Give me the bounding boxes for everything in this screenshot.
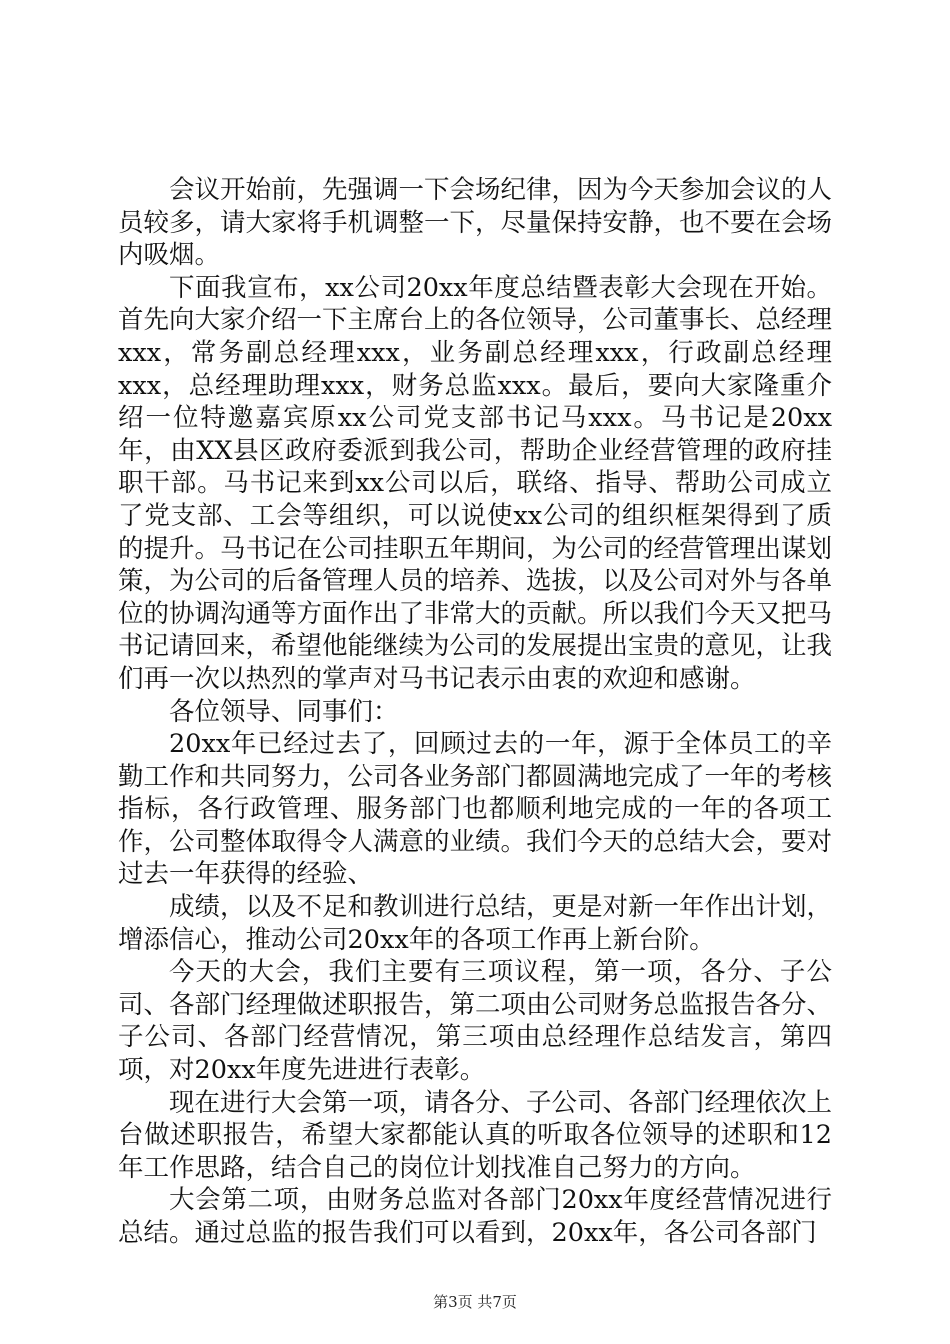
paragraph-8: 大会第二项，由财务总监对各部门20xx年度经营情况进行总结。通过总监的报告我们可以看到，20xx年，各公司各部门 bbox=[118, 1185, 832, 1248]
paragraph-5: 成绩，以及不足和教训进行总结，更是对新一年作出计划，增添信心，推动公司20xx年的各项工作再上新台阶。 bbox=[118, 892, 833, 955]
page-number-footer: 第3页 共7页 bbox=[433, 1293, 517, 1311]
paragraph-6: 今天的大会，我们主要有三项议程，第一项，各分、子公司、各部门经理做述职报告，第二项由公司财务总监报告各分、子公司、各部门经营情况，第三项由总经理作总结发言，第四项，对20xx年度先进进行表彰。 bbox=[118, 957, 833, 1086]
paragraph-1: 会议开始前，先强调一下会场纪律，因为今天参加会议的人员较多，请大家将手机调整一下，尽量保持安静，也不要在会场内吸烟。 bbox=[118, 175, 833, 271]
document-body bbox=[118, 174, 832, 1250]
paragraph-7: 现在进行大会第一项，请各分、子公司、各部门经理依次上台做述职报告，希望大家都能认真的听取各位领导的述职和12年工作思路，结合自己的岗位计划找准自己努力的方向。 bbox=[118, 1087, 833, 1183]
paragraph-4: 20xx年已经过去了，回顾过去的一年，源于全体员工的辛勤工作和共同努力，公司各业务部门都圆满地完成了一年的考核指标，各行政管理、服务部门也都顺利地完成的一年的各项工作，公司整体取得令人满意的业绩。我们今天的总结大会，要对过去一年获得的经验、 bbox=[118, 729, 833, 890]
paragraph-2: 下面我宣布，xx公司20xx年度总结暨表彰大会现在开始。首先向大家介绍一下主席台上的各位领导，公司董事长、总经理xxx，常务副总经理xxx，业务副总经理xxx，行政副总经理xxx，总经理助理xxx，财务总监xxx。最后，要向大家隆重介绍一位特邀嘉宾原xx公司党支部书记马xxx。马书记是20xx年，由XX县区政府委派到我公司，帮助企业经营管理的政府挂职干部。马书记来到xx公司以后，联络、指导、帮助公司成立了党支部、工会等组织，可以说使xx公司的组织框架得到了质的提升。马书记在公司挂职五年期间，为公司的经营管理出谋划策，为公司的后备管理人员的培养、选拔，以及公司对外与各单位的协调沟通等方面作出了非常大的贡献。所以我们今天又把马书记请回来，希望他能继续为公司的发展提出宝贵的意见，让我们再一次以热烈的掌声对马书记表示由衷的欢迎和感谢。 bbox=[118, 272, 833, 694]
paragraph-3: 各位领导、同事们： bbox=[169, 696, 399, 727]
